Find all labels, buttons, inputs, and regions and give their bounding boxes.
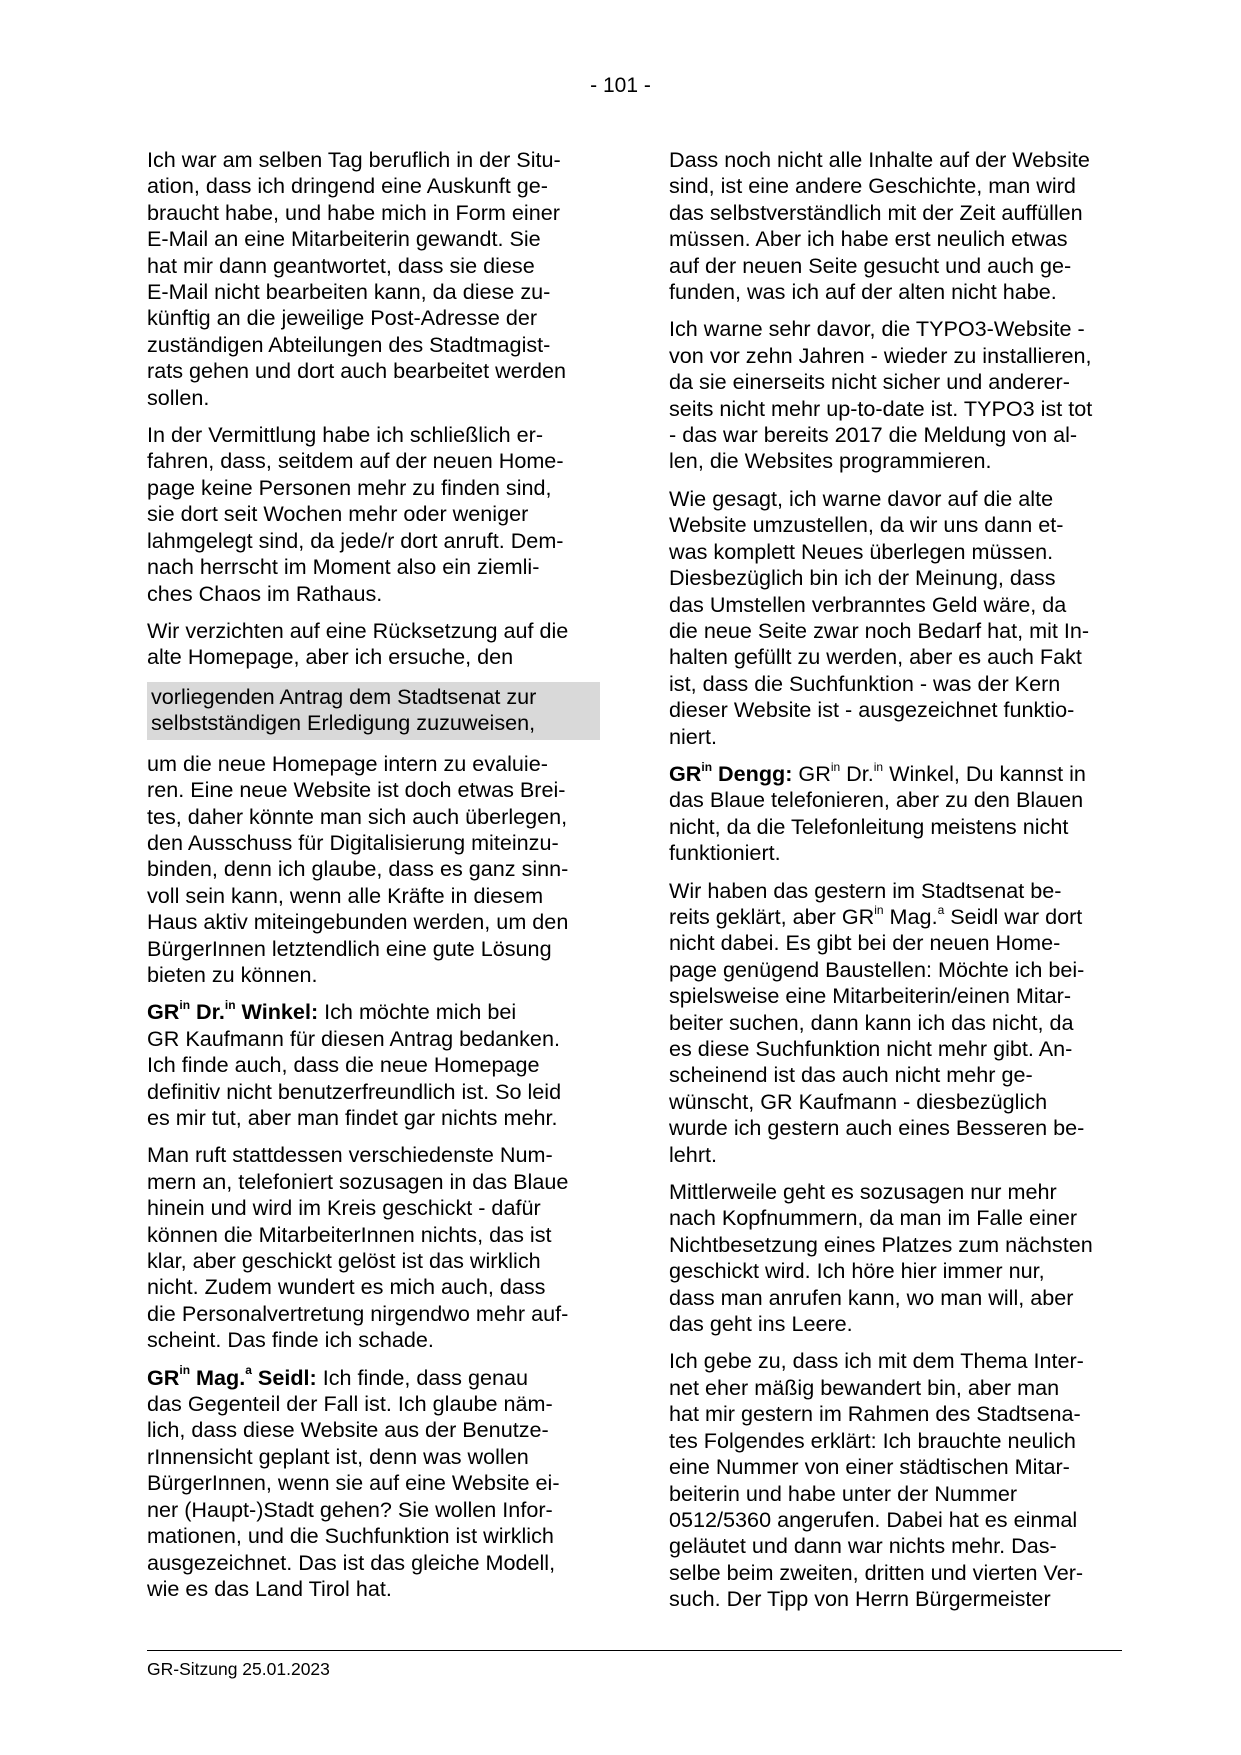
text-line: beiter suchen, dann kann ich das nicht, da	[669, 1009, 1074, 1035]
text-line: zuständigen Abteilungen des Stadtmagist-	[147, 331, 551, 357]
text-line: selbstständigen Erledigung zuzuweisen,	[151, 709, 536, 735]
text-line: sind, ist eine andere Geschichte, man wird	[669, 173, 1076, 199]
text-line: Wie gesagt, ich warne davor auf die alte	[669, 485, 1054, 511]
text-line: scheint. Das finde ich schade.	[147, 1327, 434, 1353]
text-line: um die neue Homepage intern zu evaluie-	[147, 750, 548, 776]
speaker-name: $GR^{in}$ Dr.$^{in}$ Winkel:	[147, 998, 319, 1025]
page-number: - 101 -	[590, 74, 651, 97]
speaker-name: $GR^{in}$ Mag.$^a$ Seidl:	[147, 1363, 317, 1390]
text-line: Mittlerweile geht es sozusagen nur mehr	[669, 1179, 1057, 1205]
text-line: page genügend Baustellen: Möchte ich bei-	[669, 956, 1085, 982]
text-line: definitiv nicht benutzerfreundlich ist. So leid	[147, 1078, 562, 1104]
text-line: mern an, telefoniert sozusagen in das Blaue	[147, 1168, 569, 1194]
paragraph	[669, 486, 1139, 750]
text-line: tes Folgendes erklärt: Ich brauchte neulich	[669, 1427, 1076, 1453]
paragraph: Wir haben das gestern im Stadtsenat be- reits geklärt, aber $GR^{in}$ Mag.$^a$ Seidl war dort nicht dabei. Es gibt bei der neuen Home- page genügend Baustellen: Möchte ich bei- spielsweise eine Mitarbeiterin/einen Mitar- beiter suchen, dann kann ich das nicht, da es diese Suchfunktion nicht mehr gibt. An- scheinend ist das auch nicht mehr ge- wünscht, GR Kaufmann - diesbezüglich wurde ich gestern auch eines Besseren be- lehrt.	[669, 878, 1139, 1168]
text-line: rInnensicht geplant ist, denn was wollen	[147, 1443, 529, 1469]
paragraph	[669, 147, 1139, 305]
text-line: lahmgelegt sind, da jede/r dort anruft. Dem-	[147, 527, 564, 553]
text-line: braucht habe, und habe mich in Form einer	[147, 199, 560, 225]
text-line: die neue Seite zwar noch Bedarf hat, mit In-	[669, 617, 1090, 643]
text-line: das selbstverständlich mit der Zeit auffüllen	[669, 199, 1083, 225]
text-line: alte Homepage, aber ich ersuche, den	[147, 644, 514, 670]
text-line: niert.	[669, 723, 718, 749]
text-line: halten gefüllt zu werden, aber es auch Fakt	[669, 644, 1082, 670]
paragraph	[147, 618, 612, 671]
text-line: sie dort seit Wochen mehr oder weniger	[147, 501, 529, 527]
text-line: mationen, und die Suchfunktion ist wirklich	[147, 1523, 554, 1549]
text-line: müssen. Aber ich habe erst neulich etwas	[669, 226, 1068, 252]
text-line: voll sein kann, wenn alle Kräfte in diesem	[147, 882, 544, 908]
text-line: nach herrscht im Moment also ein ziemli-	[147, 554, 540, 580]
text-line: was komplett Neues überlegen müssen.	[669, 538, 1054, 564]
speaker-name: $GR^{in}$ Dengg:	[669, 759, 793, 786]
text-line: E-Mail an eine Mitarbeiterin gewandt. Sie	[147, 226, 541, 252]
text-line: wünscht, GR Kaufmann - diesbezüglich	[669, 1088, 1048, 1114]
speech-first-line: $GR^{in}$ Mag.$^a$ Seidl: Ich finde, dass genau	[147, 1363, 529, 1390]
text-line: Haus aktiv miteingebunden werden, um den	[147, 909, 569, 935]
text-line: wie es das Land Tirol hat.	[147, 1575, 392, 1601]
text-line: binden, denn ich glaube, dass es ganz sinn-	[147, 856, 569, 882]
text-line: E-Mail nicht bearbeiten kann, da diese zu-	[147, 279, 551, 305]
text-line: scheinend ist das auch nicht mehr ge-	[669, 1062, 1033, 1088]
text-line: nach Kopfnummern, da man im Falle einer	[669, 1205, 1078, 1231]
text-line: Nichtbesetzung eines Platzes zum nächsten	[669, 1231, 1093, 1257]
text-line: BürgerInnen, wenn sie auf eine Website ei-	[147, 1470, 560, 1496]
text-line: hat mir gestern im Rahmen des Stadtsena-	[669, 1401, 1081, 1427]
paragraph	[669, 1348, 1139, 1612]
text-line: Ich war am selben Tag beruflich in der Situ-	[147, 147, 561, 172]
text-line: da sie einerseits nicht sicher und anderer-	[669, 369, 1070, 395]
text-line: Dass noch nicht alle Inhalte auf der Website	[669, 147, 1090, 172]
text-line: klar, aber geschickt gelöst ist das wirklich	[147, 1248, 541, 1274]
text-line: es diese Suchfunktion nicht mehr gibt. An-	[669, 1036, 1073, 1061]
text-line: können die MitarbeiterInnen nichts, das ist	[147, 1221, 552, 1247]
text-line: rats gehen und dort auch bearbeitet werden	[147, 358, 566, 384]
text-line: eine Nummer von einer städtischen Mitar-	[669, 1454, 1070, 1480]
text-line: Man ruft stattdessen verschiedenste Num-	[147, 1142, 553, 1168]
text-line: fahren, dass, seitdem auf der neuen Home-	[147, 448, 564, 474]
text-line: 0512/5360 angerufen. Dabei hat es einmal	[669, 1506, 1078, 1532]
text-line: such. Der Tipp von Herrn Bürgermeister	[669, 1586, 1051, 1612]
text-line: nicht dabei. Es gibt bei der neuen Home-	[669, 930, 1061, 956]
text-line: tes, daher könnte man sich auch überlegen,	[147, 803, 568, 829]
text-line: len, die Websites programmieren.	[669, 448, 992, 474]
paragraph	[147, 751, 612, 989]
text-line: hinein und wird im Kreis geschickt - dafür	[147, 1195, 541, 1221]
text-line: lich, dass diese Website aus der Benutze-	[147, 1417, 549, 1443]
highlighted-motion	[147, 682, 600, 740]
text-line: Ich warne sehr davor, die TYPO3-Website -	[669, 316, 1085, 342]
text-line: vorliegenden Antrag dem Stadtsenat zur	[151, 683, 537, 709]
footer-divider	[147, 1650, 1122, 1651]
left-column	[147, 147, 612, 1613]
text-line: - das war bereits 2017 die Meldung von al-	[669, 422, 1078, 448]
text-line: Website umzustellen, da wir uns dann et-	[669, 512, 1064, 538]
text-line: ist, dass die Suchfunktion - was der Kern	[669, 670, 1061, 696]
text-line: das geht ins Leere.	[669, 1311, 853, 1337]
text-line: das Blaue telefonieren, aber zu den Blauen	[669, 787, 1084, 813]
text-line: nicht. Zudem wundert es mich auch, dass	[147, 1274, 546, 1300]
text-line: das Gegenteil der Fall ist. Ich glaube näm-	[147, 1391, 553, 1417]
text-line: ches Chaos im Rathaus.	[147, 580, 383, 606]
text-line: Diesbezüglich bin ich der Meinung, dass	[669, 565, 1056, 591]
text-line: sollen.	[147, 384, 210, 410]
text-line: das Umstellen verbranntes Geld wäre, da	[669, 591, 1067, 617]
text-line: Wir verzichten auf eine Rücksetzung auf die	[147, 617, 569, 643]
speech-dengg	[669, 761, 1139, 867]
paragraph	[147, 1142, 612, 1353]
speech-first-line: $GR^{in}$ Dr.$^{in}$ Winkel: Ich möchte mich bei	[147, 998, 517, 1025]
text-line: künftig an die jeweilige Post-Adresse der	[147, 305, 538, 331]
text-line: funktioniert.	[669, 840, 781, 866]
text-line: lehrt.	[669, 1141, 718, 1167]
text-line: seits nicht mehr up-to-date ist. TYPO3 ist tot	[669, 395, 1093, 421]
text-line: nicht, da die Telefonleitung meistens nicht	[669, 813, 1069, 839]
text-line: Ich finde auch, dass die neue Homepage	[147, 1052, 540, 1078]
speech-first-line: $GR^{in}$ Dengg: $GR^{in}$ Dr.$^{in}$ Winkel, Du kannst in	[669, 759, 1086, 786]
text-line: auf der neuen Seite gesucht und auch ge-	[669, 252, 1072, 278]
paragraph	[669, 1179, 1139, 1337]
text-line: ation, dass ich dringend eine Auskunft ge-	[147, 173, 548, 199]
text-line: es mir tut, aber man findet gar nichts mehr.	[147, 1105, 558, 1130]
speech-winkel	[147, 999, 612, 1131]
text-line: geschickt wird. Ich höre hier immer nur,	[669, 1258, 1045, 1284]
text-line: page keine Personen mehr zu finden sind,	[147, 474, 552, 500]
text-line: ren. Eine neue Website ist doch etwas Brei-	[147, 777, 566, 803]
text-line: bieten zu können.	[147, 961, 318, 987]
paragraph	[147, 422, 612, 607]
text-line: BürgerInnen letztendlich eine gute Lösung	[147, 935, 552, 961]
text-line: dass man anrufen kann, wo man will, aber	[669, 1284, 1074, 1310]
paragraph	[669, 316, 1139, 474]
text-line: selbe beim zweiten, dritten und vierten Ver-	[669, 1559, 1084, 1585]
text-line: net eher mäßig bewandert bin, aber man	[669, 1374, 1060, 1400]
text-line: wurde ich gestern auch eines Besseren be-	[669, 1115, 1085, 1141]
text-line: hat mir dann geantwortet, dass sie diese	[147, 252, 535, 278]
footer-session-date: GR-Sitzung 25.01.2023	[147, 1659, 330, 1679]
paragraph	[147, 147, 612, 411]
text-line: geläutet und dann war nichts mehr. Das-	[669, 1533, 1057, 1559]
text-line: GR Kaufmann für diesen Antrag bedanken.	[147, 1025, 560, 1051]
text-line: von vor zehn Jahren - wieder zu installieren,	[669, 342, 1092, 368]
text-line: die Personalvertretung nirgendwo mehr auf-	[147, 1300, 569, 1326]
text-line: beiterin und habe unter der Nummer	[669, 1480, 1018, 1506]
text-line: spielsweise eine Mitarbeiterin/einen Mitar-	[669, 983, 1072, 1009]
right-column	[669, 147, 1139, 1624]
text-line: Ich gebe zu, dass ich mit dem Thema Inter-	[669, 1348, 1084, 1374]
speech-seidl	[147, 1365, 612, 1603]
text-line: dieser Website ist - ausgezeichnet funktio-	[669, 697, 1075, 723]
text-line: den Ausschuss für Digitalisierung miteinzu-	[147, 829, 559, 855]
text-line: funden, was ich auf der alten nicht habe.	[669, 279, 1057, 305]
text-line: In der Vermittlung habe ich schließlich er-	[147, 422, 544, 448]
text-line: ausgezeichnet. Das ist das gleiche Modell,	[147, 1549, 556, 1575]
text-line: ner (Haupt-)Stadt gehen? Sie wollen Infor-	[147, 1496, 553, 1522]
